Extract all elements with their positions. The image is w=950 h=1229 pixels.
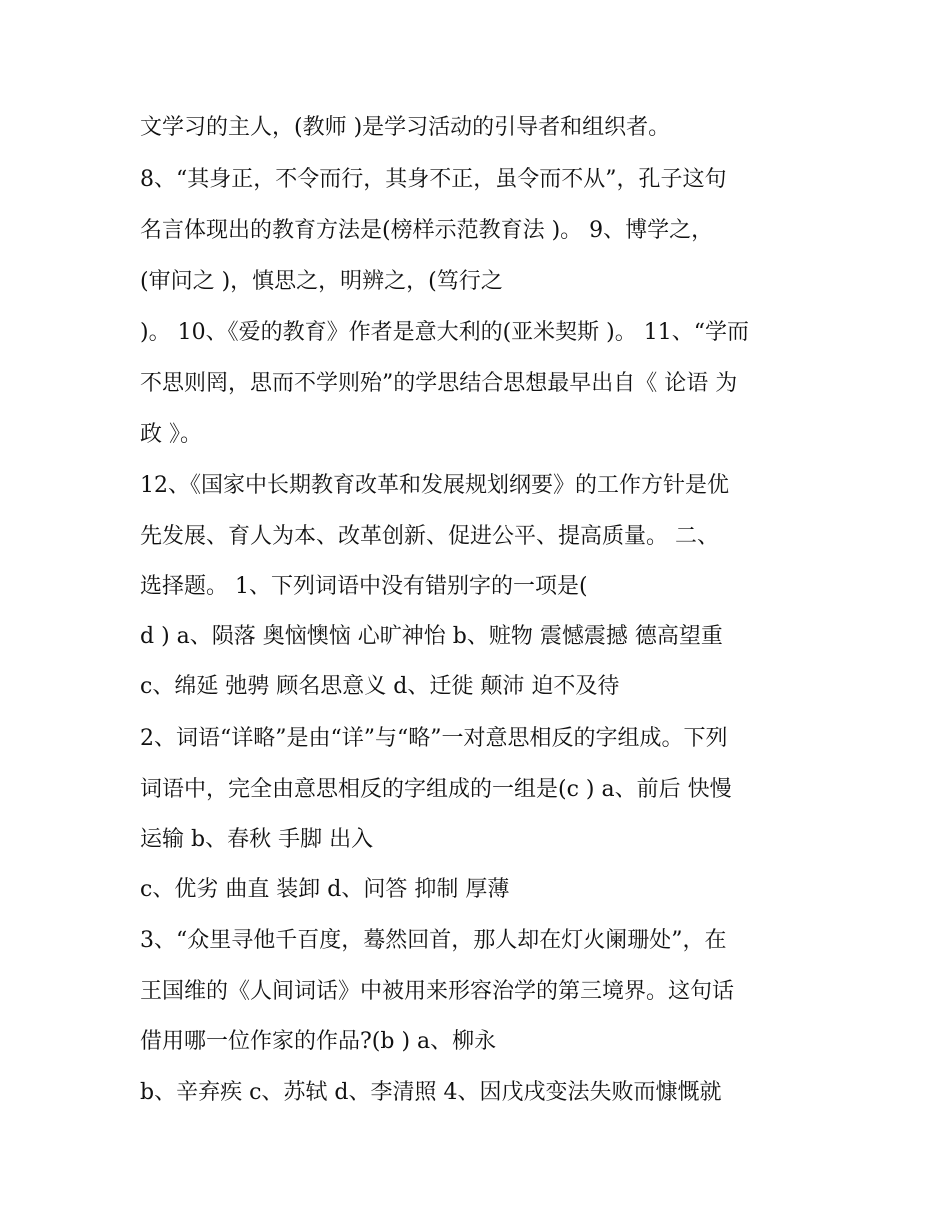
text-line: 3、“众里寻他千百度，蓦然回首，那人却在灯火阑珊处”，在 bbox=[140, 928, 727, 953]
text-line: b、辛弃疾 c、苏轼 d、李清照 4、因戊戌变法失败而慷慨就 bbox=[140, 1080, 722, 1105]
text-line: 词语中，完全由意思相反的字组成的一组是(c ) a、前后 快慢 bbox=[140, 777, 732, 802]
text-line: 2、词语“详略”是由“详”与“略”一对意思相反的字组成。下列 bbox=[140, 726, 728, 751]
text-line: 名言体现出的教育方法是(榜样示范教育法 )。 9、博学之， bbox=[140, 218, 714, 243]
text-line: 王国维的《人间词话》中被用来形容治学的第三境界。这句话 bbox=[140, 979, 735, 1004]
text-line: c、优劣 曲直 装卸 d、问答 抑制 厚薄 bbox=[140, 877, 510, 902]
text-line: (审问之 )，慎思之，明辨之，(笃行之 bbox=[140, 269, 503, 294]
text-line: 文学习的主人，(教师 )是学习活动的引导者和组织者。 bbox=[140, 115, 671, 140]
text-line: 12、《国家中长期教育改革和发展规划纲要》的工作方针是优 bbox=[140, 473, 729, 498]
text-line: 不思则罔，思而不学则殆”的学思结合思想最早出自《 论语 为 bbox=[140, 371, 738, 396]
text-line: )。 10、《爱的教育》作者是意大利的(亚米契斯 )。 11、“学而 bbox=[140, 320, 749, 345]
text-line: c、绵延 弛骋 顾名思意义 d、迁徙 颠沛 迫不及待 bbox=[140, 674, 620, 699]
text-line: 政 》。 bbox=[140, 422, 202, 447]
text-line: 运输 b、春秋 手脚 出入 bbox=[140, 827, 374, 852]
text-line: 借用哪一位作家的作品?(b ) a、柳永 bbox=[140, 1029, 497, 1054]
text-line: 选择题。 1、下列词语中没有错别字的一项是( bbox=[140, 574, 588, 599]
text-line: 先发展、育人为本、改革创新、促进公平、提高质量。 二、 bbox=[140, 524, 719, 549]
text-line: d ) a、陨落 奥恼懊恼 心旷神怡 b、赃物 震憾震撼 德高望重 bbox=[140, 624, 723, 649]
text-line: 8、“其身正，不令而行，其身不正，虽令而不从”，孔子这句 bbox=[140, 167, 727, 192]
